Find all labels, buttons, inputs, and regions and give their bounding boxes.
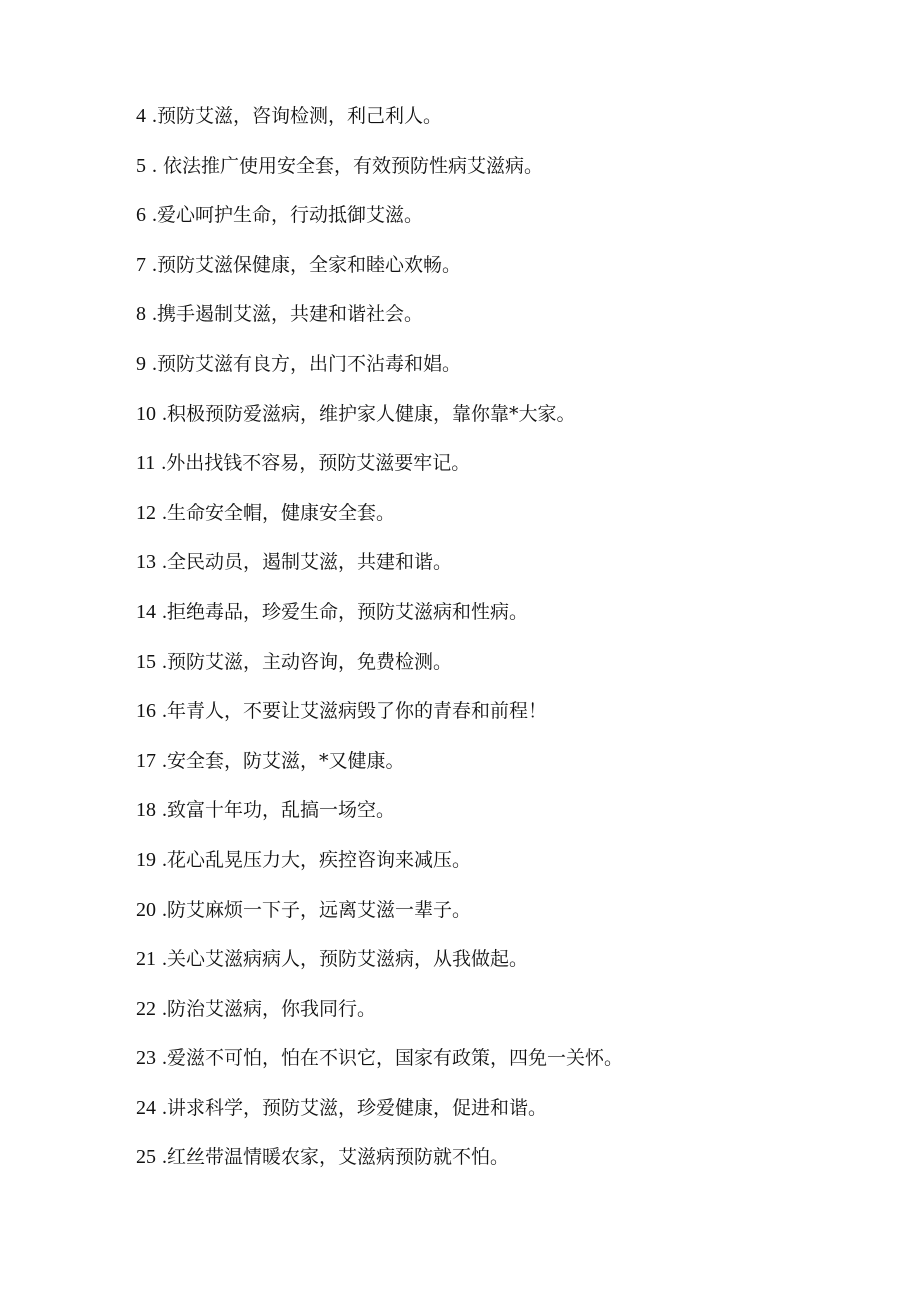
list-item	[136, 346, 623, 396]
item-number: 11	[136, 452, 156, 475]
list-item	[136, 247, 623, 297]
item-number: 23	[136, 1047, 156, 1070]
item-number: 6	[136, 204, 146, 227]
item-text: 预防艾滋保健康，全家和睦心欢畅。	[157, 253, 462, 276]
list-item	[136, 1139, 623, 1189]
item-separator: .	[152, 154, 157, 177]
list-item	[136, 892, 623, 942]
item-text: 关心艾滋病病人，预防艾滋病，从我做起。	[167, 948, 529, 971]
slogan-list	[136, 98, 623, 1189]
item-separator: .	[162, 799, 167, 822]
item-text: 防治艾滋病，你我同行。	[167, 997, 377, 1020]
item-separator: .	[152, 204, 157, 227]
list-item	[136, 693, 623, 743]
list-item	[136, 594, 623, 644]
item-text: 预防艾滋，咨询检测，利己利人。	[157, 105, 443, 127]
item-number: 15	[136, 650, 156, 673]
item-text: 年青人，不要让艾滋病毁了你的青春和前程！	[167, 700, 548, 723]
list-item	[136, 743, 623, 793]
item-text: 爱滋不可怕，怕在不识它，国家有政策，四免一关怀。	[167, 1047, 624, 1070]
item-text: 拒绝毒品，珍爱生命，预防艾滋病和性病。	[167, 600, 529, 623]
item-number: 7	[136, 253, 146, 276]
item-text: 花心乱晃压力大，疾控咨询来减压。	[167, 848, 472, 871]
item-separator: .	[162, 997, 167, 1020]
list-item	[136, 396, 623, 446]
item-text: 依法推广使用安全套，有效预防性病艾滋病。	[157, 154, 544, 177]
item-number: 17	[136, 749, 156, 772]
item-text: 致富十年功，乱搞一场空。	[167, 799, 396, 822]
item-separator: .	[152, 352, 157, 375]
item-number: 20	[136, 898, 156, 921]
list-item	[136, 296, 623, 346]
item-separator: .	[162, 1047, 167, 1070]
item-separator: .	[152, 253, 157, 276]
item-text: 红丝带温情暖农家，艾滋病预防就不怕。	[167, 1146, 510, 1169]
item-number: 22	[136, 997, 156, 1020]
item-separator: .	[162, 898, 167, 921]
item-text: 携手遏制艾滋，共建和谐社会。	[157, 303, 424, 326]
list-item	[136, 792, 623, 842]
item-number: 9	[136, 352, 146, 375]
list-item	[136, 842, 623, 892]
item-separator: .	[162, 501, 167, 524]
item-separator: .	[162, 551, 167, 574]
item-separator: .	[162, 948, 167, 971]
list-item	[136, 197, 623, 247]
item-separator: .	[152, 105, 157, 127]
item-separator: .	[162, 402, 167, 425]
item-separator: .	[162, 848, 167, 871]
item-separator: .	[162, 1146, 167, 1169]
item-separator: .	[162, 700, 167, 723]
list-item	[136, 544, 623, 594]
list-item	[136, 98, 623, 148]
item-number: 18	[136, 799, 156, 822]
item-number: 24	[136, 1096, 156, 1119]
item-separator: .	[152, 303, 157, 326]
item-number: 12	[136, 501, 156, 524]
item-separator: .	[162, 1096, 167, 1119]
item-number: 5	[136, 154, 146, 177]
item-text: 安全套，防艾滋，*又健康。	[167, 749, 405, 772]
list-item	[136, 148, 623, 198]
item-number: 13	[136, 551, 156, 574]
item-number: 14	[136, 600, 156, 623]
list-item	[136, 1040, 623, 1090]
item-number: 21	[136, 948, 156, 971]
item-separator: .	[162, 650, 167, 673]
item-text: 预防艾滋，主动咨询，免费检测。	[167, 650, 453, 673]
item-number: 8	[136, 303, 146, 326]
item-number: 16	[136, 700, 156, 723]
item-number: 25	[136, 1146, 156, 1169]
item-separator: .	[161, 452, 167, 475]
list-item	[136, 495, 623, 545]
item-text: 预防艾滋有良方，出门不沾毒和娼。	[157, 352, 462, 375]
list-item	[136, 1090, 623, 1140]
item-text: 外出找钱不容易，预防艾滋要牢记。	[166, 452, 471, 475]
list-item	[136, 941, 623, 991]
item-text: 积极预防爱滋病，维护家人健康，靠你靠*大家。	[167, 402, 576, 425]
item-number: 10	[136, 402, 156, 425]
item-text: 全民动员，遏制艾滋，共建和谐。	[167, 551, 453, 574]
list-item	[136, 445, 623, 495]
item-text: 爱心呵护生命，行动抵御艾滋。	[157, 204, 424, 227]
item-separator: .	[162, 749, 167, 772]
list-item	[136, 991, 623, 1041]
item-separator: .	[162, 600, 167, 623]
item-text: 讲求科学，预防艾滋，珍爱健康，促进和谐。	[167, 1096, 548, 1119]
item-number: 19	[136, 848, 156, 871]
item-text: 防艾麻烦一下子，远离艾滋一辈子。	[167, 898, 472, 921]
item-text: 生命安全帽，健康安全套。	[167, 501, 396, 524]
item-number: 4	[136, 105, 146, 127]
list-item	[136, 644, 623, 694]
